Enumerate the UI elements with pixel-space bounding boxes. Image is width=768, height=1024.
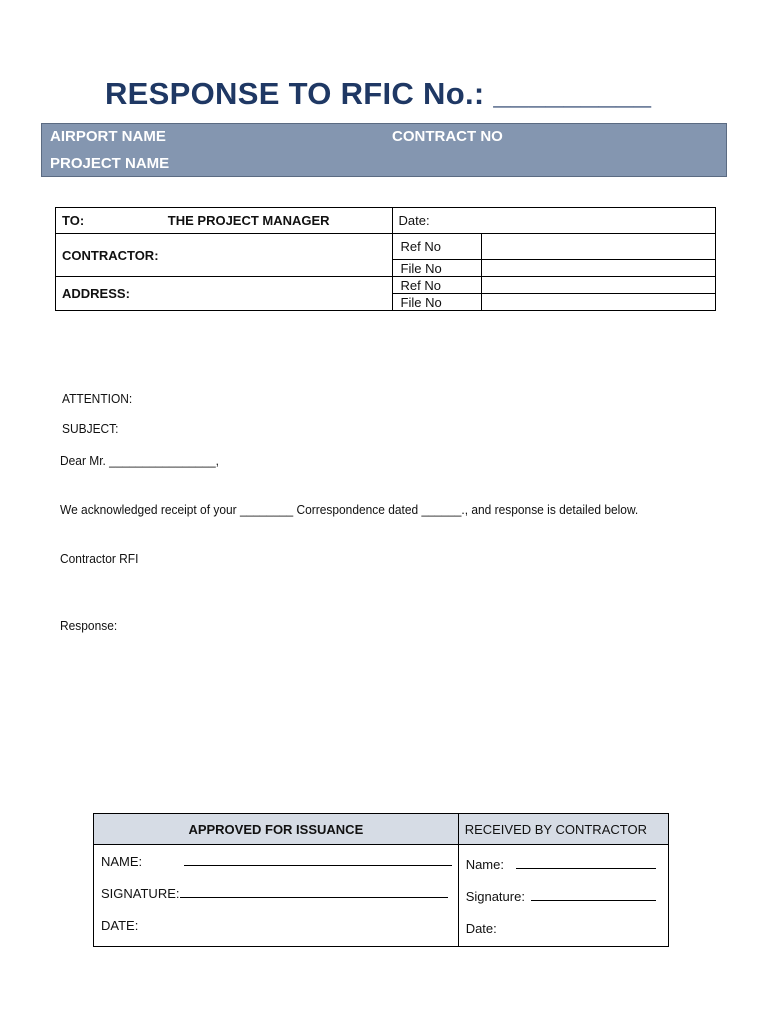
salutation: Dear Mr. ________________, (60, 453, 219, 468)
signoff-body-row (94, 845, 669, 947)
approved-date-label: DATE: (101, 918, 139, 933)
received-signature-field[interactable] (531, 888, 656, 901)
address-ref-no-label: Ref No (392, 277, 482, 294)
address-ref-no-field[interactable] (482, 277, 716, 294)
signoff-table (93, 813, 669, 947)
contractor-rfi-label: Contractor RFI (60, 551, 139, 566)
approved-name-line[interactable] (95, 846, 457, 878)
contractor-file-no-field[interactable] (482, 260, 716, 277)
attention-label: ATTENTION: (62, 391, 133, 406)
date-label: Date: (398, 213, 430, 228)
address-table (55, 207, 716, 311)
subject-label: SUBJECT: (62, 421, 119, 436)
received-name-line[interactable] (460, 849, 667, 881)
contractor-ref-no-field[interactable] (482, 234, 716, 260)
received-name-label: Name: (465, 857, 504, 872)
address-cell (56, 277, 393, 311)
address-file-no-label: File No (392, 294, 482, 311)
address-label: ADDRESS: (62, 286, 130, 301)
to-row (56, 208, 716, 234)
approved-name-field[interactable] (184, 853, 452, 866)
airport-name-label: AIRPORT NAME (50, 128, 166, 145)
address-file-no-field[interactable] (482, 294, 716, 311)
contractor-cell (56, 234, 393, 277)
received-name-field[interactable] (516, 856, 656, 869)
response-label: Response: (60, 618, 118, 633)
received-header: RECEIVED BY CONTRACTOR (458, 814, 668, 845)
contractor-file-no-label: File No (392, 260, 482, 277)
approved-name-label: NAME: (101, 854, 143, 869)
contract-no-label: CONTRACT NO (392, 128, 503, 145)
acknowledgement-text: We acknowledged receipt of your ________ Correspondence dated ______., and response is detailed below. (60, 502, 639, 517)
approved-signature-label: SIGNATURE: (101, 886, 180, 901)
to-value: THE PROJECT MANAGER (167, 213, 330, 228)
date-cell[interactable] (392, 208, 715, 234)
project-name-label: PROJECT NAME (50, 155, 170, 172)
contractor-ref-row (56, 234, 716, 260)
to-label: TO: (62, 213, 85, 228)
received-date-label: Date: (465, 921, 497, 936)
approved-signature-field[interactable] (180, 885, 448, 898)
address-ref-row (56, 277, 716, 294)
signoff-header-row (94, 814, 669, 845)
approved-date-line[interactable] (95, 910, 457, 942)
approved-signature-line[interactable] (95, 878, 457, 910)
project-banner (41, 123, 727, 177)
approved-header: APPROVED FOR ISSUANCE (94, 814, 459, 845)
received-cell (458, 845, 668, 947)
contractor-label: CONTRACTOR: (62, 247, 159, 263)
to-cell (56, 208, 393, 234)
contractor-ref-no-label: Ref No (392, 234, 482, 260)
page-title: RESPONSE TO RFIC No.: _________ (105, 76, 652, 111)
received-date-line[interactable] (460, 913, 667, 945)
received-signature-line[interactable] (460, 881, 667, 913)
approved-cell (94, 845, 459, 947)
received-signature-label: Signature: (465, 889, 525, 904)
